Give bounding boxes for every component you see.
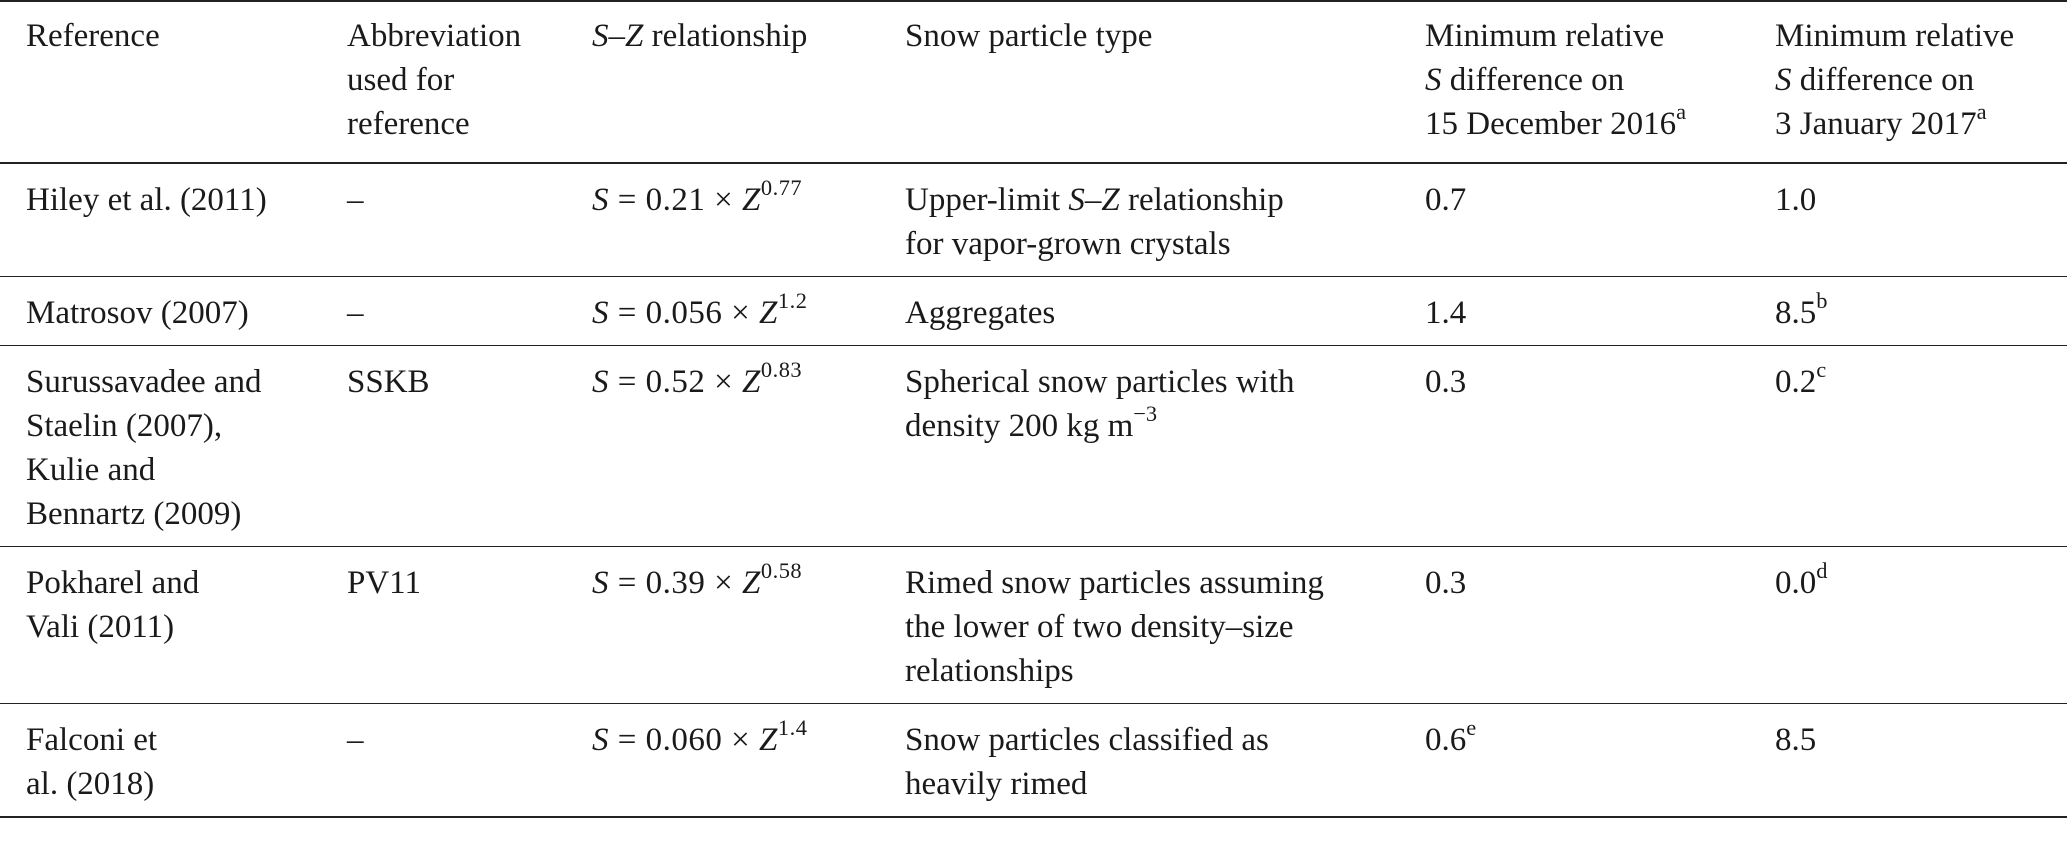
- eq-exponent: 1.2: [777, 287, 808, 313]
- header-min-diff-dec: [1425, 14, 1775, 146]
- eq-coefficient: 0.52: [645, 364, 706, 400]
- min2-value: 0.0: [1775, 565, 1817, 601]
- cell-particle-type: [905, 561, 1425, 693]
- particle-line-1: Rimed snow particles assuming: [905, 565, 1324, 601]
- cell-min-diff-dec: [1425, 178, 1775, 266]
- particle-unit-exponent: −3: [1133, 400, 1158, 426]
- cell-reference: [0, 360, 347, 536]
- header-particle-type: [905, 14, 1425, 146]
- header-min1-line-2: [1425, 58, 1775, 102]
- eq-s: S: [592, 565, 609, 601]
- table-row: [0, 346, 2067, 547]
- cell-particle-type: [905, 291, 1425, 335]
- reference-line: Kulie and: [26, 452, 156, 488]
- header-reference: [0, 14, 347, 146]
- cell-abbreviation: [347, 178, 592, 266]
- reference-line: Staelin (2007),: [26, 408, 223, 444]
- eq-times: ×: [705, 565, 742, 601]
- particle-density: density 200 kg m: [905, 408, 1134, 444]
- abbreviation-value: PV11: [347, 565, 421, 601]
- table-header-row: [0, 2, 2067, 164]
- eq-coefficient: 0.056: [645, 295, 723, 331]
- cell-particle-type: [905, 718, 1425, 806]
- cell-sz-equation: [592, 356, 905, 536]
- eq-z: Z: [759, 295, 778, 331]
- cell-min-diff-jan: [1775, 287, 2067, 335]
- cell-sz-equation: [592, 287, 905, 335]
- eq-exponent: 1.4: [777, 714, 808, 740]
- eq-s: S: [592, 182, 609, 218]
- eq-times: ×: [705, 182, 742, 218]
- min1-value: 0.6: [1425, 722, 1467, 758]
- particle-line-1: Spherical snow particles with: [905, 364, 1295, 400]
- particle-line-2: [905, 400, 1425, 448]
- particle-line-1: Snow particles classified as: [905, 722, 1269, 758]
- min2-footnote: b: [1816, 287, 1828, 313]
- header-min1-line-2-rest: difference on: [1441, 62, 1625, 98]
- reference-line: Surussavadee and: [26, 364, 262, 400]
- eq-equals: =: [609, 364, 646, 400]
- abbreviation-value: –: [347, 295, 364, 331]
- particle-line-2: the lower of two density–size: [905, 609, 1294, 645]
- eq-equals: =: [609, 182, 646, 218]
- cell-particle-type: [905, 360, 1425, 536]
- cell-reference: [0, 718, 347, 806]
- particle-line-1: Upper-limit S–Z relationship: [905, 182, 1284, 218]
- min1-value: 1.4: [1425, 295, 1467, 331]
- particle-line-2: heavily rimed: [905, 766, 1088, 802]
- header-sz-rest: relationship: [643, 18, 808, 54]
- eq-z: Z: [742, 182, 761, 218]
- eq-exponent: 0.58: [760, 557, 803, 583]
- header-sz-z: Z: [625, 18, 644, 54]
- header-sz-dash: –: [608, 18, 625, 54]
- cell-reference: [0, 561, 347, 693]
- cell-reference: [0, 178, 347, 266]
- particle-line-2: for vapor-grown crystals: [905, 226, 1231, 262]
- min2-footnote: d: [1816, 557, 1828, 583]
- header-min-diff-jan: [1775, 14, 2067, 146]
- eq-equals: =: [609, 565, 646, 601]
- header-min1-s: S: [1425, 62, 1442, 98]
- header-min2-s: S: [1775, 62, 1792, 98]
- header-min2-line-2-rest: difference on: [1791, 62, 1975, 98]
- header-abbreviation-line-2: used for: [347, 62, 455, 98]
- reference-line: Vali (2011): [26, 609, 175, 645]
- reference-line: Hiley et al. (2011): [26, 182, 267, 218]
- eq-z: Z: [742, 565, 761, 601]
- header-min1-date: 15 December 2016: [1425, 106, 1677, 142]
- header-min2-line-1: Minimum relative: [1775, 18, 2015, 54]
- reference-line: Pokharel and: [26, 565, 200, 601]
- eq-exponent: 0.83: [760, 356, 803, 382]
- header-min2-line-3: [1775, 98, 2067, 146]
- cell-min-diff-dec: [1425, 291, 1775, 335]
- table-row: [0, 704, 2067, 816]
- header-sz-relationship: [592, 14, 905, 146]
- min2-value: 0.2: [1775, 364, 1817, 400]
- table-row: [0, 164, 2067, 277]
- header-min1-footnote: a: [1676, 98, 1687, 124]
- min2-footnote: c: [1816, 356, 1827, 382]
- min2-value: 8.5: [1775, 295, 1817, 331]
- cell-min-diff-jan: [1775, 356, 2067, 536]
- eq-coefficient: 0.21: [645, 182, 706, 218]
- cell-min-diff-dec: [1425, 714, 1775, 806]
- eq-z: Z: [759, 722, 778, 758]
- min1-footnote: e: [1466, 714, 1477, 740]
- min1-value: 0.7: [1425, 182, 1467, 218]
- header-sz-s: S: [592, 18, 609, 54]
- min1-value: 0.3: [1425, 565, 1467, 601]
- cell-min-diff-dec: [1425, 360, 1775, 536]
- abbreviation-value: SSKB: [347, 364, 430, 400]
- header-min2-date: 3 January 2017: [1775, 106, 1977, 142]
- eq-equals: =: [609, 722, 646, 758]
- cell-sz-equation: [592, 714, 905, 806]
- eq-coefficient: 0.060: [645, 722, 723, 758]
- eq-exponent: 0.77: [760, 174, 803, 200]
- eq-coefficient: 0.39: [645, 565, 706, 601]
- header-abbreviation: [347, 14, 592, 146]
- header-reference-label: Reference: [26, 18, 160, 54]
- particle-line-1: Aggregates: [905, 295, 1056, 331]
- eq-s: S: [592, 295, 609, 331]
- cell-abbreviation: [347, 561, 592, 693]
- cell-reference: [0, 291, 347, 335]
- cell-min-diff-jan: [1775, 718, 2067, 806]
- reference-line: Matrosov (2007): [26, 295, 249, 331]
- header-particle-label: Snow particle type: [905, 18, 1153, 54]
- min2-value: 1.0: [1775, 182, 1817, 218]
- table-row: [0, 277, 2067, 346]
- reference-line: al. (2018): [26, 766, 155, 802]
- min1-value: 0.3: [1425, 364, 1467, 400]
- particle-line-3: relationships: [905, 653, 1074, 689]
- reference-line: Bennartz (2009): [26, 496, 242, 532]
- table-row: [0, 547, 2067, 704]
- eq-times: ×: [722, 722, 759, 758]
- eq-times: ×: [722, 295, 759, 331]
- cell-particle-type: [905, 178, 1425, 266]
- eq-equals: =: [609, 295, 646, 331]
- cell-abbreviation: [347, 718, 592, 806]
- cell-sz-equation: [592, 174, 905, 266]
- cell-min-diff-dec: [1425, 561, 1775, 693]
- cell-abbreviation: [347, 291, 592, 335]
- header-abbreviation-line-3: reference: [347, 106, 470, 142]
- header-min1-line-1: Minimum relative: [1425, 18, 1665, 54]
- cell-min-diff-jan: [1775, 557, 2067, 693]
- min2-value: 8.5: [1775, 722, 1817, 758]
- reference-line: Falconi et: [26, 722, 158, 758]
- header-abbreviation-line-1: Abbreviation: [347, 18, 522, 54]
- eq-z: Z: [742, 364, 761, 400]
- cell-min-diff-jan: [1775, 178, 2067, 266]
- header-min1-line-3: [1425, 98, 1775, 146]
- eq-times: ×: [705, 364, 742, 400]
- abbreviation-value: –: [347, 722, 364, 758]
- eq-s: S: [592, 722, 609, 758]
- header-min2-footnote: a: [1976, 98, 1987, 124]
- abbreviation-value: –: [347, 182, 364, 218]
- cell-sz-equation: [592, 557, 905, 693]
- eq-s: S: [592, 364, 609, 400]
- cell-abbreviation: [347, 360, 592, 536]
- header-min2-line-2: [1775, 58, 2067, 102]
